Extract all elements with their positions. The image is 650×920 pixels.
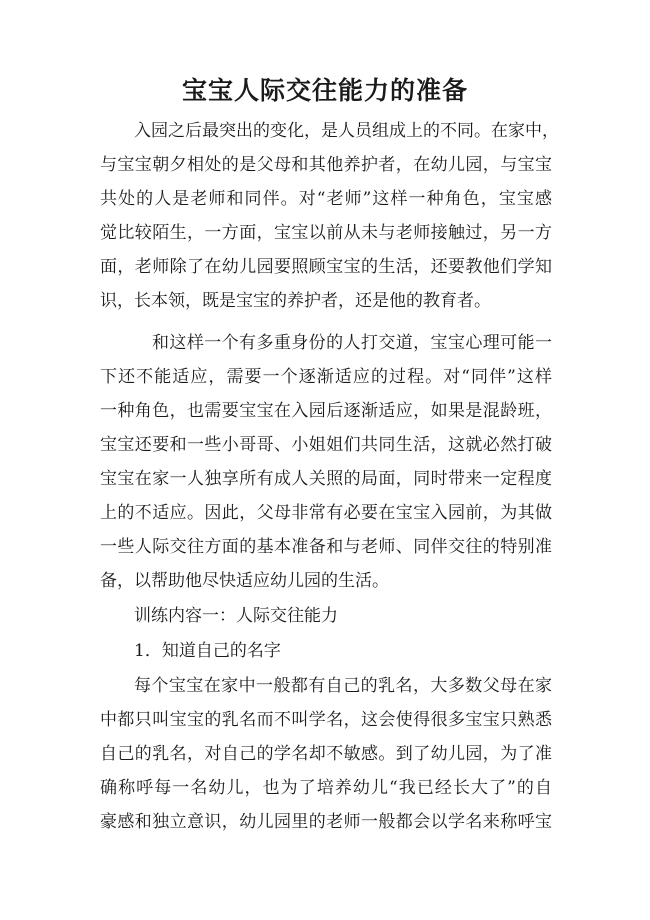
paragraph-1-line-5: 面，老师除了在幼儿园要照顾宝宝的生活，还要教他们学知 [100,257,552,277]
paragraph-2-line-8: 备，以帮助他尽快适应幼儿园的生活。 [100,571,389,591]
subheading-know-own-name: 1．知道自己的名字 [134,641,281,661]
paragraph-3-line-2: 中都只叫宝宝的乳名而不叫学名，这会使得很多宝宝只熟悉 [100,710,552,730]
paragraph-2-line-7: 一些人际交往方面的基本准备和与老师、同伴交往的特别准 [100,537,552,557]
paragraph-3-line-3: 自己的乳名，对自己的学名却不敏感。到了幼儿园，为了准 [100,744,552,764]
paragraph-1-line-2: 与宝宝朝夕相处的是父母和其他养护者，在幼儿园，与宝宝 [100,155,552,175]
section-heading-training: 训练内容一：人际交往能力 [134,606,338,626]
paragraph-3-line-1: 每个宝宝在家中一般都有自己的乳名，大多数父母在家 [134,676,552,696]
paragraph-2-line-2: 下还不能适应，需要一个逐渐适应的过程。对“同伴”这样 [100,367,552,387]
paragraph-2-line-1: 和这样一个有多重身份的人打交道，宝宝心理可能一 [152,333,552,353]
paragraph-1-line-6: 识，长本领，既是宝宝的养护者，还是他的教育者。 [100,291,491,311]
paragraph-3-line-4: 确称呼每一名幼儿，也为了培养幼儿“我已经长大了”的自 [100,778,552,798]
document-title: 宝宝人际交往能力的准备 [181,76,468,105]
paragraph-1-line-1: 入园之后最突出的变化，是人员组成上的不同。在家中， [134,121,559,141]
paragraph-2-line-4: 宝宝还要和一些小哥哥、小姐姐们共同生活，这就必然打破 [100,435,552,455]
paragraph-2-line-6: 上的不适应。因此，父母非常有必要在宝宝入园前，为其做 [100,503,552,523]
paragraph-2-line-5: 宝宝在家一人独享所有成人关照的局面，同时带来一定程度 [100,469,552,489]
paragraph-1-line-3: 共处的人是老师和同伴。对“老师”这样一种角色，宝宝感 [100,189,552,209]
paragraph-2-line-3: 一种角色，也需要宝宝在入园后逐渐适应，如果是混龄班， [100,401,552,421]
paragraph-3-line-5: 豪感和独立意识，幼儿园里的老师一般都会以学名来称呼宝 [100,812,552,832]
paragraph-1-line-4: 觉比较陌生，一方面，宝宝以前从未与老师接触过，另一方 [100,223,552,243]
